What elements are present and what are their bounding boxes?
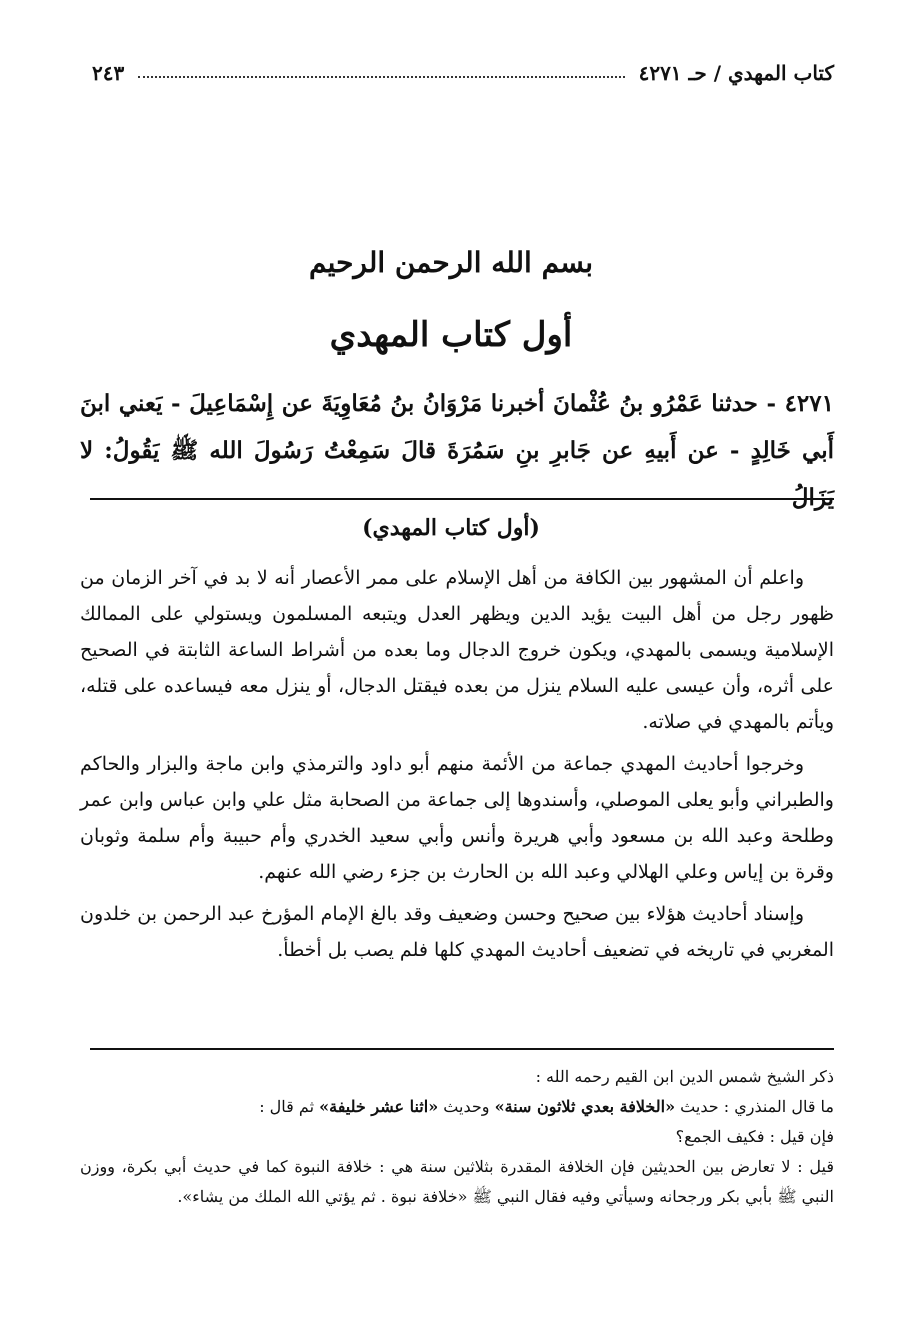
note-text: ثم قال : bbox=[259, 1097, 315, 1116]
commentary-paragraph: واعلم أن المشهور بين الكافة من أهل الإسلام على ممر الأعصار أنه لا بد في آخر الزمان من ظهور رجل من أهل البيت يؤيد الدين ويظهر العدل ويتبعه المسلمون ويستولي على الممالك الإسلامية ويسمى بالمهدي، ويكون خروج الدجال وما بعده من أشراط الساعة الثابتة في الصحيح على أثره، وأن عيسى عليه السلام ينزل من بعده فيقتل الدجال، أو ينزل معه فيساعده على قتله، ويأتم بالمهدي في صلاته. bbox=[80, 567, 834, 733]
commentary-paragraph: وإسناد أحاديث هؤلاء بين صحيح وحسن وضعيف وقد بالغ الإمام المؤرخ عبد الرحمن بن خلدون المغربي في تاريخه في تضعيف أحاديث المهدي كلها فلم يصب بل أخطأ. bbox=[80, 903, 834, 961]
basmala: بسم الله الرحمن الرحيم bbox=[309, 246, 593, 279]
note-text: وحديث bbox=[443, 1097, 490, 1116]
running-title: كتاب المهدي / حـ ٤٢٧١ bbox=[638, 61, 834, 85]
commentary-title: (أول كتاب المهدي) bbox=[362, 515, 540, 541]
divider-rule bbox=[90, 1048, 834, 1050]
header-dotted-leader bbox=[138, 76, 624, 78]
note-line: فإن قيل : فكيف الجمع؟ bbox=[675, 1127, 834, 1146]
note-quote: «اثنا عشر خليفة» bbox=[319, 1097, 439, 1116]
note-line: قيل : لا تعارض بين الحديثين فإن الخلافة المقدرة بثلاثين سنة هي : خلافة النبوة كما في حديث أبي بكرة، ووزن النبي ﷺ بأبي بكر ورجحانه وسيأتي وفيه فقال النبي ﷺ «خلافة نبوة . ثم يؤتي الله الملك من يشاء». bbox=[80, 1157, 835, 1206]
note-line: ذكر الشيخ شمس الدين ابن القيم رحمه الله : bbox=[535, 1067, 834, 1086]
footnotes bbox=[80, 1062, 834, 1212]
running-header bbox=[92, 56, 834, 90]
note-quote: «الخلافة بعدي ثلاثون سنة» bbox=[494, 1097, 676, 1116]
commentary-paragraph: وخرجوا أحاديث المهدي جماعة من الأئمة منهم أبو داود والترمذي وابن ماجة والبزار والحاكم والطبراني وأبو يعلى الموصلي، وأسندوها إلى جماعة من الصحابة مثل علي وابن عباس وابن عمر وطلحة وعبد الله بن مسعود وأبي هريرة وأنس وأبي سعيد الخدري وأم حبيبة وأم سلمة وثوبان وقرة بن إياس وعلي الهلالي وعبد الله بن الحارث بن جزء رضي الله عنهم. bbox=[80, 753, 834, 883]
hadith-number: ٤٢٧١ - bbox=[766, 390, 834, 417]
divider-rule bbox=[90, 498, 834, 500]
book-title: أول كتاب المهدي bbox=[329, 315, 573, 355]
page-number: ٢٤٣ bbox=[92, 61, 125, 85]
note-line bbox=[80, 1092, 834, 1122]
hadith-body: حدثنا عَمْرُو بنُ عُثْمانَ أخبرنا مَرْوَانُ بنُ مُعَاوِيَةَ عن إِسْمَاعِيلَ - يَعني ابنَ أَبي خَالِدٍ - عن أَبيهِ عن جَابرِ بنِ سَمُرَةَ قالَ سَمِعْتُ رَسُولَ الله ﷺ يَقُولُ: لا يَزَالُ bbox=[80, 390, 834, 511]
commentary bbox=[80, 560, 834, 974]
note-text: ما قال المنذري : حديث bbox=[680, 1097, 834, 1116]
